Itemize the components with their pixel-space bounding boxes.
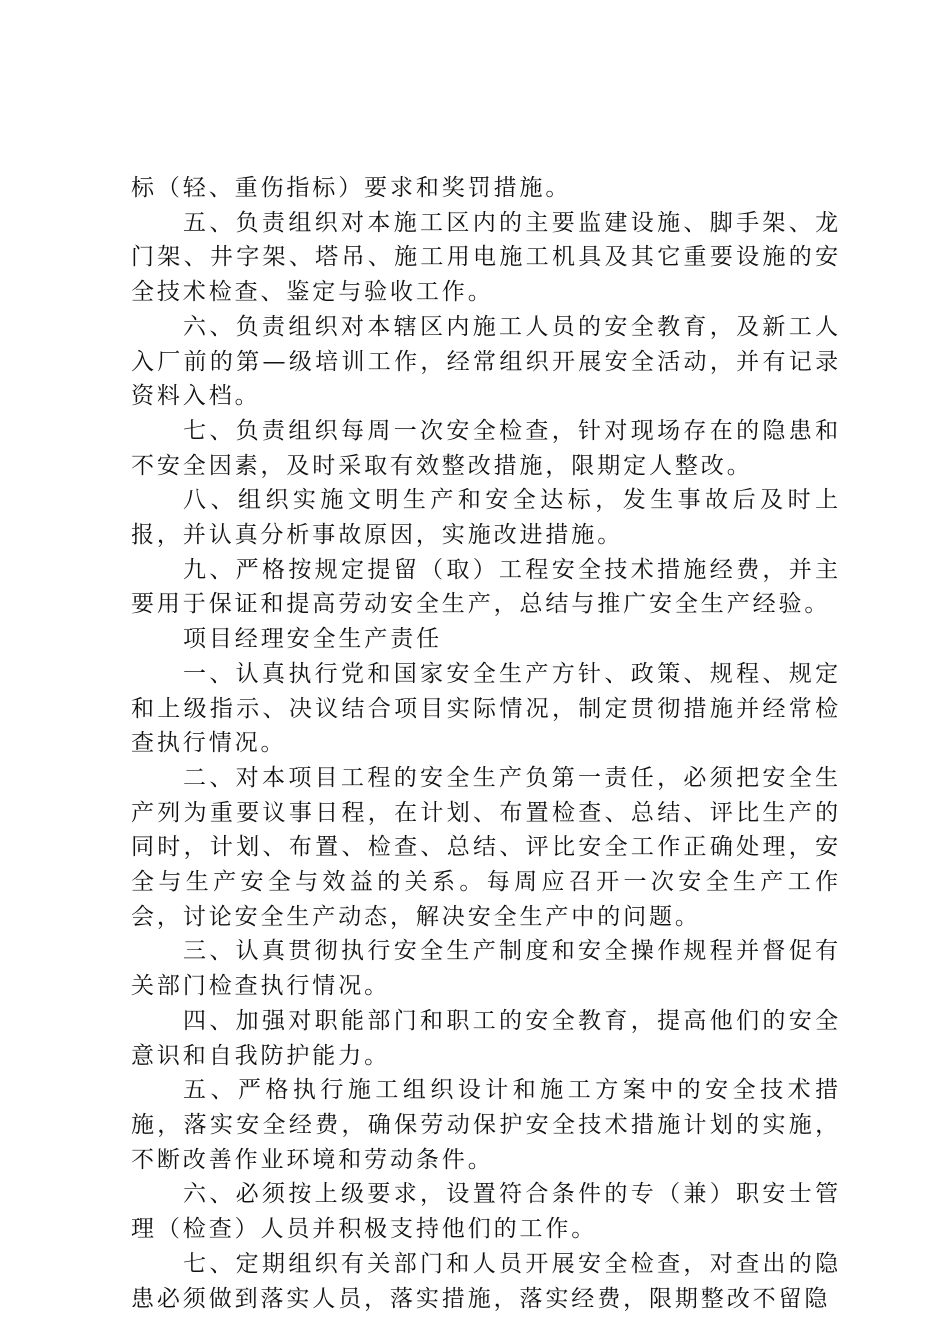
paragraph-continuation: 标（轻、重伤指标）要求和奖罚措施。 — [131, 175, 572, 201]
paragraph-pm-item-6: 六、必须按上级要求，设置符合条件的专（兼）职安士管理（检查）人员并积极支持他们的工作。 — [131, 1181, 841, 1243]
paragraph-pm-item-7: 七、定期组织有关部门和人员开展安全检查，对查出的隐患必须做到落实人员，落实措施，落实经费，限期整改不留隐 — [131, 1250, 841, 1312]
paragraph-item-7-weekly-inspection: 七、负责组织每周一次安全检查，针对现场存在的隐患和不安全因素，及时采取有效整改措施，限期定人整改。 — [131, 417, 841, 479]
paragraph-pm-item-5: 五、严格执行施工组织设计和施工方案中的安全技术措施，落实安全经费，确保劳动保护安全技术措施计划的实施，不断改善作业环境和劳动条件。 — [131, 1077, 841, 1173]
paragraph-item-5-facility-inspection: 五、负责组织对本施工区内的主要监建设施、脚手架、龙门架、井字架、塔吊、施工用电施工机具及其它重要设施的安全技术检查、鉴定与验收工作。 — [131, 209, 841, 306]
paragraph-pm-item-4: 四、加强对职能部门和职工的安全教育，提高他们的安全意识和自我防护能力。 — [131, 1007, 841, 1069]
paragraph-pm-item-2: 二、对本项目工程的安全生产负第一责任，必须把安全生产列为重要议事日程，在计划、布置检查、总结、评比生产的同时，计划、布置、检查、总结、评比安全工作正确处理，安全与生产安全与效益的关系。每周应召开一次安全生产工作会，讨论安全生产动态，解决安全生产中的问题。 — [131, 764, 841, 930]
document-body — [131, 171, 841, 1316]
paragraph-item-8-civilized-production: 八、组织实施文明生产和安全达标，发生事故后及时上报，并认真分析事故原因，实施改进措施。 — [131, 487, 841, 549]
paragraph-item-9-safety-funds: 九、严格按规定提留（取）工程安全技术措施经费，并主要用于保证和提高劳动安全生产，总结与推广安全生产经验。 — [131, 556, 841, 618]
paragraph-item-6-safety-education: 六、负责组织对本辖区内施工人员的安全教育，及新工人入厂前的第—级培训工作，经常组织开展安全活动，并有记录资料入档。 — [131, 313, 841, 410]
paragraph-pm-item-3: 三、认真贯彻执行安全生产制度和安全操作规程并督促有关部门检查执行情况。 — [131, 938, 841, 1000]
paragraph-pm-item-1: 一、认真执行党和国家安全生产方针、政策、规程、规定和上级指示、决议结合项目实际情况，制定贯彻措施并经常检查执行情况。 — [131, 660, 841, 757]
section-heading: 项目经理安全生产责任 — [183, 626, 442, 653]
